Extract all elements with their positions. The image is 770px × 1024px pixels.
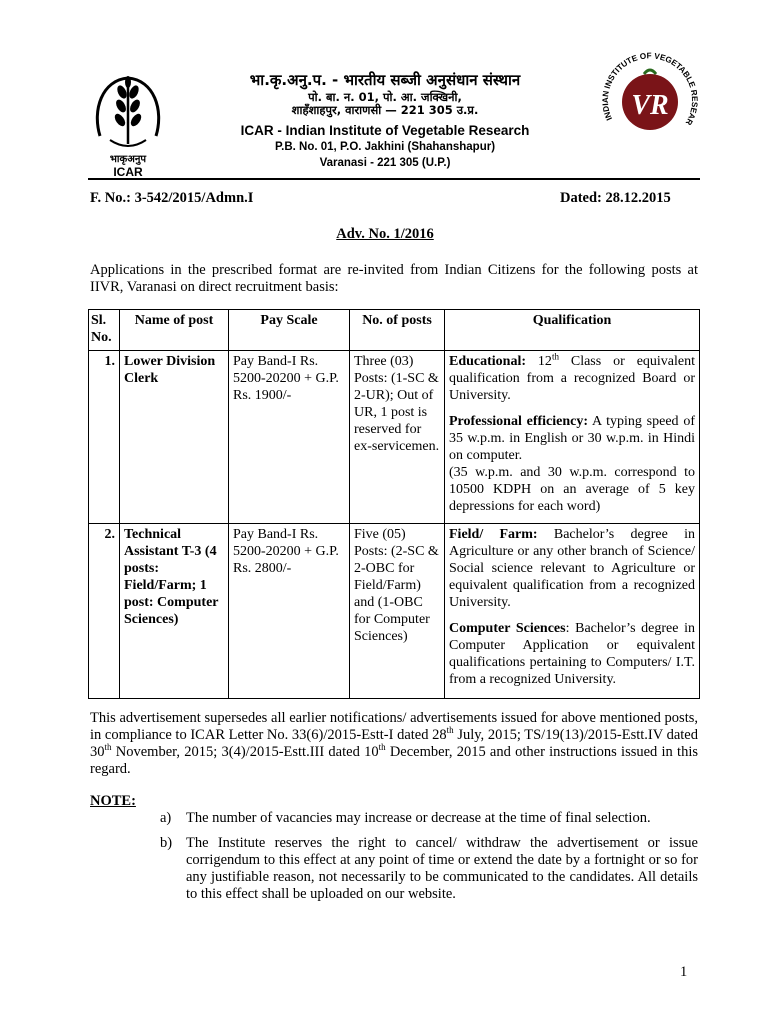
header-name-of-post: Name of post (120, 310, 229, 351)
row-pay-scale: Pay Band-I Rs. 5200-20200 + G.P. Rs. 1900/- (229, 351, 350, 524)
row-sl: 1. (89, 351, 120, 524)
iivr-logo-ring-text: INDIAN INSTITUTE OF VEGETABLE RESEAR (600, 51, 700, 127)
table-row (89, 351, 700, 524)
note-heading: NOTE: (90, 793, 136, 809)
row-post-name: Lower Division Clerk (120, 351, 229, 524)
supersede-text: July, 2015; TS/19(13)/2015-Estt.IV dated 30 (90, 727, 698, 760)
row-sl: 2. (89, 524, 120, 699)
note-list (160, 810, 698, 911)
row-qualification (445, 351, 700, 524)
header-qualification: Qualification (445, 310, 700, 351)
date: Dated: 28.12.2015 (560, 190, 671, 206)
qual-note: (35 w.p.m. and 30 w.p.m. correspond to 10500 KDPH on an average of 5 key depressions for each word) (449, 465, 695, 514)
supersede-sup: th (378, 742, 386, 753)
supersede-text: November, 2015; 3(4)/2015-Estt.III dated 10 (111, 744, 379, 760)
icar-logo-text: ICAR (113, 165, 143, 179)
row-post-name: Technical Assistant T-3 (4 posts: Field/Farm; 1 post: Computer Sciences) (120, 524, 229, 699)
iivr-logo-mark: VR (631, 90, 669, 121)
header-hindi-address1: पो. बा. न. 01, पो. आ. जक्खिनी, (308, 90, 462, 104)
list-item (160, 810, 698, 827)
header-hindi-address2: शाहँशाहपुर, वाराणसी — 221 305 उ.प्र. (291, 103, 479, 117)
qual-text: : Bachelor’s degree in Computer Application or equivalent qualifications pertaining to Computers/ I.T. from a recognized University. (449, 621, 695, 687)
page-number: 1 (680, 964, 688, 980)
note-item-text: The Institute reserves the right to cancel/ withdraw the advertisement or issue corrigendum to this effect at any point of time or extend the date by a fortnight or so for any justifiable reason, not necessarily to be communicated to the candidates. All details to this effect shall be uploaded on our website. (186, 835, 698, 902)
list-item (160, 835, 698, 903)
header-pay-scale: Pay Scale (229, 310, 350, 351)
header-sl-no: Sl. No. (89, 310, 120, 351)
supersede-text: December, 2015 and other instructions issued in this regard. (90, 744, 698, 777)
header-hindi-name: भा.कृ.अनु.प. - भारतीय सब्जी अनुसंधान संस्थान (249, 71, 521, 89)
qual-text: 12 (526, 354, 552, 369)
supersede-paragraph (90, 710, 698, 778)
table-header-row (89, 310, 700, 351)
file-number: F. No.: 3-542/2015/Admn.I (90, 190, 254, 206)
note-item-label: a) (160, 810, 172, 826)
row-qualification (445, 524, 700, 699)
intro-paragraph: Applications in the prescribed format are re-invited from Indian Citizens for the following posts at IIVR, Varanasi on direct recruitment basis: (90, 262, 698, 295)
posts-table (88, 309, 700, 699)
header-address1: P.B. No. 01, P.O. Jakhini (Shahanshapur) (274, 141, 496, 153)
row-no-of-posts: Three (03) Posts: (1-SC & 2-UR); Out of UR, 1 post is reserved for ex-servicemen. (350, 351, 445, 524)
supersede-sup: th (446, 725, 454, 736)
header-address2: Varanasi - 221 305 (U.P.) (319, 157, 451, 169)
qual-text: Class or equivalent qualification from a recognized Board or University. (449, 354, 696, 403)
qual-sup: th (551, 351, 559, 362)
header-no-of-posts: No. of posts (350, 310, 445, 351)
header-institute-name: ICAR - Indian Institute of Vegetable Research (240, 123, 530, 138)
note-item-text: The number of vacancies may increase or decrease at the time of final selection. (186, 810, 651, 826)
iivr-logo (600, 44, 700, 144)
header-divider (88, 178, 700, 180)
qual-label: Educational: (449, 354, 527, 369)
qual-text: Bachelor’s degree in Agriculture or any other branch of Science/ Social science relevant to Agriculture or equivalent qualification from a recognized University. (449, 527, 695, 610)
qual-label: Computer Sciences (449, 621, 566, 636)
table-row (89, 524, 700, 699)
supersede-text: This advertisement supersedes all earlier notifications/ advertisements issued for above mentioned posts, in compliance to ICAR Letter No. 33(6)/2015-Estt-I dated 28 (90, 710, 698, 743)
row-no-of-posts: Five (05) Posts: (2-SC & 2-OBC for Field/Farm) and (1-OBC for Computer Sciences) (350, 524, 445, 699)
advertisement-number: Adv. No. 1/2016 (336, 226, 434, 242)
icar-logo (88, 70, 168, 180)
qual-text: A typing speed of 35 w.p.m. in English or 30 w.p.m. in Hindi on computer. (449, 414, 695, 463)
row-pay-scale: Pay Band-I Rs. 5200-20200 + G.P. Rs. 2800/- (229, 524, 350, 699)
supersede-sup: th (104, 742, 112, 753)
note-item-label: b) (160, 835, 173, 851)
qual-label: Professional efficiency: (449, 414, 589, 429)
icar-logo-hindi: भाकृअनुप (109, 154, 147, 165)
qual-label: Field/ Farm: (449, 527, 538, 542)
